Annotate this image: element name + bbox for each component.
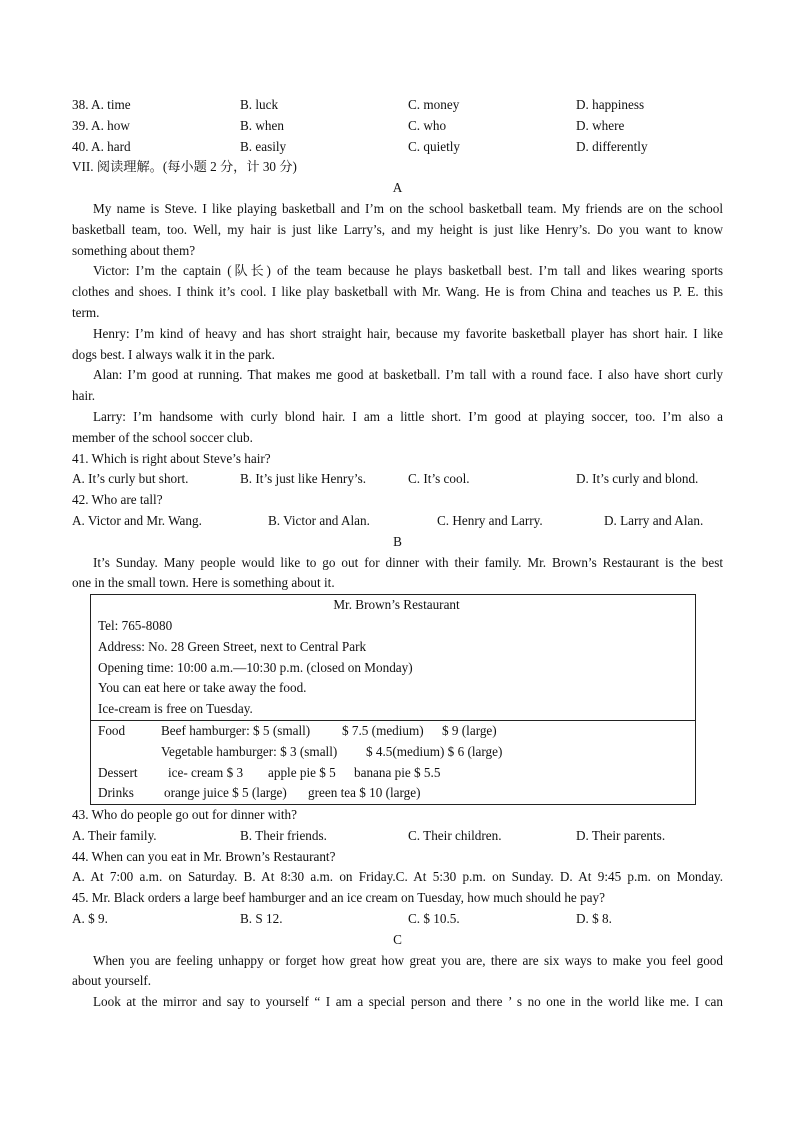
option-c: C. It’s cool. xyxy=(408,471,470,487)
menu-item: $ 7.5 (medium) xyxy=(342,722,424,738)
menu-drinks-row xyxy=(98,783,695,804)
passage-label-b: B xyxy=(393,533,402,549)
menu-item: ice- cream $ 3 xyxy=(168,764,244,780)
option-c: C. Henry and Larry. xyxy=(437,512,543,528)
choice-a: 39. A. how xyxy=(72,117,130,133)
passage-b-line: one in the small town. Here is something about it. xyxy=(72,575,335,591)
menu-item: $ 9 (large) xyxy=(442,722,497,738)
menu-food-row-1 xyxy=(98,721,695,742)
menu-food-row-2 xyxy=(98,742,695,763)
passage-b-line: It’s Sunday. Many people would like to go out for dinner with their family. Mr. Brown’s Restaurant is the best xyxy=(93,554,723,570)
question-44-options: A. At 7:00 a.m. on Saturday. B. At 8:30 a.m. on Friday.C. At 5:30 p.m. on Sunday. D. At 9:45 p.m. on Monday. xyxy=(72,869,723,885)
question-44: 44. When can you eat in Mr. Brown’s Restaurant? xyxy=(72,848,336,864)
question-42-options xyxy=(72,511,723,532)
menu-item: $ 4.5(medium) $ 6 (large) xyxy=(366,743,503,759)
passage-a-line: Larry: I’m handsome with curly blond hair. I am a little short. I’m good at playing soccer, too. I’m also a xyxy=(93,408,723,424)
passage-label-a: A xyxy=(392,180,403,196)
question-45: 45. Mr. Black orders a large beef hamburger and an ice cream on Tuesday, how much should he pay? xyxy=(72,890,605,906)
option-d: D. Larry and Alan. xyxy=(604,512,704,528)
passage-a-line: something about them? xyxy=(72,242,196,258)
drinks-label: Drinks xyxy=(98,785,134,801)
option-b: B. S 12. xyxy=(240,911,283,927)
choice-row-40 xyxy=(72,137,723,158)
option-a: A. Victor and Mr. Wang. xyxy=(72,512,202,528)
passage-c-line: When you are feeling unhappy or forget how great how great you are, there are six ways to make you feel good xyxy=(93,952,723,968)
question-43: 43. Who do people go out for dinner with? xyxy=(72,807,297,823)
passage-a-line: Alan: I’m good at running. That makes me good at basketball. I’m tall with a round face. I also have short curly xyxy=(93,367,723,383)
passage-label-c: C xyxy=(393,931,402,947)
option-a: A. It’s curly but short. xyxy=(72,471,189,487)
choice-c: C. money xyxy=(408,97,460,112)
restaurant-info-box xyxy=(90,594,696,805)
passage-a-line: Victor: I’m the captain (队长) of the team because he plays basketball best. I’m tall and likes wearing sports xyxy=(93,263,723,279)
menu-item: orange juice $ 5 (large) xyxy=(164,785,287,801)
exam-page xyxy=(72,95,723,1013)
option-c: C. $ 10.5. xyxy=(408,911,460,927)
choice-d: D. differently xyxy=(576,138,648,154)
restaurant-address: Address: No. 28 Green Street, next to Central Park xyxy=(98,638,367,654)
choice-c: C. quietly xyxy=(408,138,461,154)
option-d: D. $ 8. xyxy=(576,911,612,927)
passage-c-line: Look at the mirror and say to yourself “ I am a special person and there ’ s no one in the world like me. I can xyxy=(93,994,723,1010)
menu-item: banana pie $ 5.5 xyxy=(354,764,441,780)
choice-b: B. when xyxy=(240,117,284,133)
passage-a-line: basketball team, too. Well, my hair is just like Larry’s, and my height is just like Henry’s. Do you want to know xyxy=(72,221,723,237)
choice-a: 38. A. time xyxy=(72,97,131,112)
choice-c: C. who xyxy=(408,117,447,133)
menu-item: Vegetable hamburger: $ 3 (small) xyxy=(161,743,338,759)
section-title: VII. 阅读理解。(每小题 2 分，计 30 分) xyxy=(72,159,297,175)
restaurant-tel: Tel: 765-8080 xyxy=(98,617,173,633)
choice-b: B. luck xyxy=(240,97,279,112)
restaurant-menu xyxy=(91,721,695,804)
passage-a-line: dogs best. I always walk it in the park. xyxy=(72,346,275,362)
option-d: D. Their parents. xyxy=(576,827,666,843)
choice-d: D. happiness xyxy=(576,97,645,112)
choice-row-38 xyxy=(72,95,723,116)
option-a: A. Their family. xyxy=(72,827,157,843)
restaurant-opening: Opening time: 10:00 a.m.—10:30 p.m. (closed on Monday) xyxy=(98,659,413,675)
menu-item: green tea $ 10 (large) xyxy=(308,785,421,801)
question-41: 41. Which is right about Steve’s hair? xyxy=(72,450,271,466)
restaurant-icecream: Ice-cream is free on Tuesday. xyxy=(98,701,253,717)
passage-a-line: hair. xyxy=(72,388,96,404)
restaurant-info-top xyxy=(91,595,695,721)
menu-dessert-row xyxy=(98,763,695,784)
choice-b: B. easily xyxy=(240,138,287,154)
restaurant-takeaway: You can eat here or take away the food. xyxy=(98,680,307,696)
passage-c-line: about yourself. xyxy=(72,973,152,989)
question-42: 42. Who are tall? xyxy=(72,492,163,508)
menu-item: apple pie $ 5 xyxy=(268,764,336,780)
dessert-label: Dessert xyxy=(98,764,138,780)
passage-a-line: term. xyxy=(72,304,100,320)
option-b: B. Victor and Alan. xyxy=(268,512,370,528)
choice-d: D. where xyxy=(576,117,625,133)
restaurant-title: Mr. Brown’s Restaurant xyxy=(333,597,460,613)
choice-row-39 xyxy=(72,116,723,137)
food-label: Food xyxy=(98,722,126,738)
passage-a-line: clothes and shoes. I think it’s cool. I like play basketball with Mr. Wang. He is from China and teaches us P. E. this xyxy=(72,284,723,300)
choice-a: 40. A. hard xyxy=(72,138,131,154)
option-b: B. It’s just like Henry’s. xyxy=(240,471,367,487)
menu-item: Beef hamburger: $ 5 (small) xyxy=(161,722,311,738)
option-d: D. It’s curly and blond. xyxy=(576,471,699,487)
passage-a-line: Henry: I’m kind of heavy and has short straight hair, because my favorite basketball player has short hair. I like xyxy=(93,325,723,341)
question-41-options xyxy=(72,469,723,490)
question-43-options xyxy=(72,826,723,847)
option-b: B. Their friends. xyxy=(240,827,327,843)
option-c: C. Their children. xyxy=(408,827,502,843)
option-a: A. $ 9. xyxy=(72,911,108,927)
passage-a-line: member of the school soccer club. xyxy=(72,429,253,445)
passage-a-line: My name is Steve. I like playing basketball and I’m on the school basketball team. My friends are on the school xyxy=(93,200,723,216)
question-45-options xyxy=(72,909,723,930)
